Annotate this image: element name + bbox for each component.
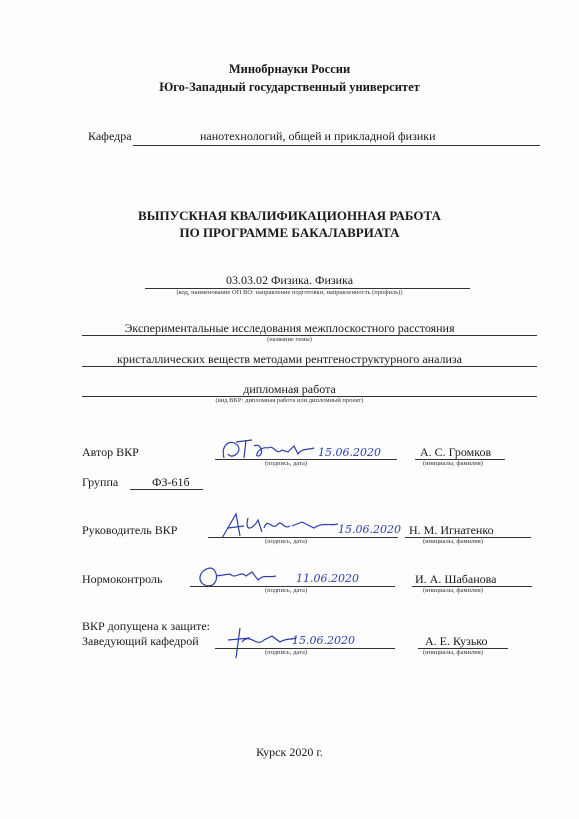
city-year: Курск 2020 г. xyxy=(256,745,323,759)
group-underline xyxy=(130,489,203,490)
normcontrol-name-caption: (инициалы, фамилия) xyxy=(423,587,483,594)
supervisor-date: 15.06.2020 xyxy=(338,523,401,536)
supervisor-name: Н. М. Игнатенко xyxy=(409,523,494,537)
head-name-caption: (инициалы, фамилия) xyxy=(423,649,483,656)
head-sign-caption: (подпись, дата) xyxy=(265,649,308,656)
group-value: ФЗ-61б xyxy=(152,475,190,489)
work-title-line1: ВЫПУСКНАЯ КВАЛИФИКАЦИОННАЯ РАБОТА xyxy=(138,208,441,223)
normcontrol-sign-caption: (подпись, дата) xyxy=(265,587,308,594)
author-name-caption: (инициалы, фамилия) xyxy=(423,460,483,467)
department-label: Кафедра xyxy=(88,129,132,143)
topic-caption: (название темы) xyxy=(267,336,312,343)
university-name: Юго-Западный государственный университет xyxy=(159,80,420,94)
normcontrol-name: И. А. Шабанова xyxy=(415,572,497,586)
topic-underline2 xyxy=(82,366,537,367)
department-value: нанотехнологий, общей и прикладной физики xyxy=(200,129,436,143)
normcontrol-label: Нормоконтроль xyxy=(82,572,163,586)
ministry-name: Минобрнауки России xyxy=(228,62,351,76)
department-underline xyxy=(133,145,540,146)
author-date: 15.06.2020 xyxy=(318,446,381,459)
supervisor-name-caption: (инициалы, фамилия) xyxy=(423,538,483,545)
topic-line2: кристаллических веществ методами рентгеноструктурного анализа xyxy=(117,352,462,366)
author-label: Автор ВКР xyxy=(82,445,139,459)
supervisor-sign-caption: (подпись, дата) xyxy=(265,538,308,545)
group-label: Группа xyxy=(82,475,119,489)
head-date: 15.06.2020 xyxy=(292,634,355,647)
program-caption: (код, наименование ОП ВО: направление подготовки, направленность (профиль)) xyxy=(176,289,403,296)
head-name: А. Е. Кузько xyxy=(425,634,488,648)
work-type-caption: (вид ВКР: дипломная работа или дипломный проект) xyxy=(215,397,364,404)
work-type-value: дипломная работа xyxy=(243,382,336,396)
program-value: 03.03.02 Физика. Физика xyxy=(225,273,354,287)
head-of-department-label: Заведующий кафедрой xyxy=(82,634,199,648)
admission-label: ВКР допущена к защите: xyxy=(82,619,210,633)
topic-line1: Экспериментальные исследования межплоскостного расстояния xyxy=(124,321,455,335)
author-sign-caption: (подпись, дата) xyxy=(265,460,308,467)
supervisor-label: Руководитель ВКР xyxy=(82,523,178,537)
author-name: А. С. Громков xyxy=(420,445,492,459)
work-title-line2: ПО ПРОГРАММЕ БАКАЛАВРИАТА xyxy=(179,225,400,240)
normcontrol-date: 11.06.2020 xyxy=(296,572,359,585)
